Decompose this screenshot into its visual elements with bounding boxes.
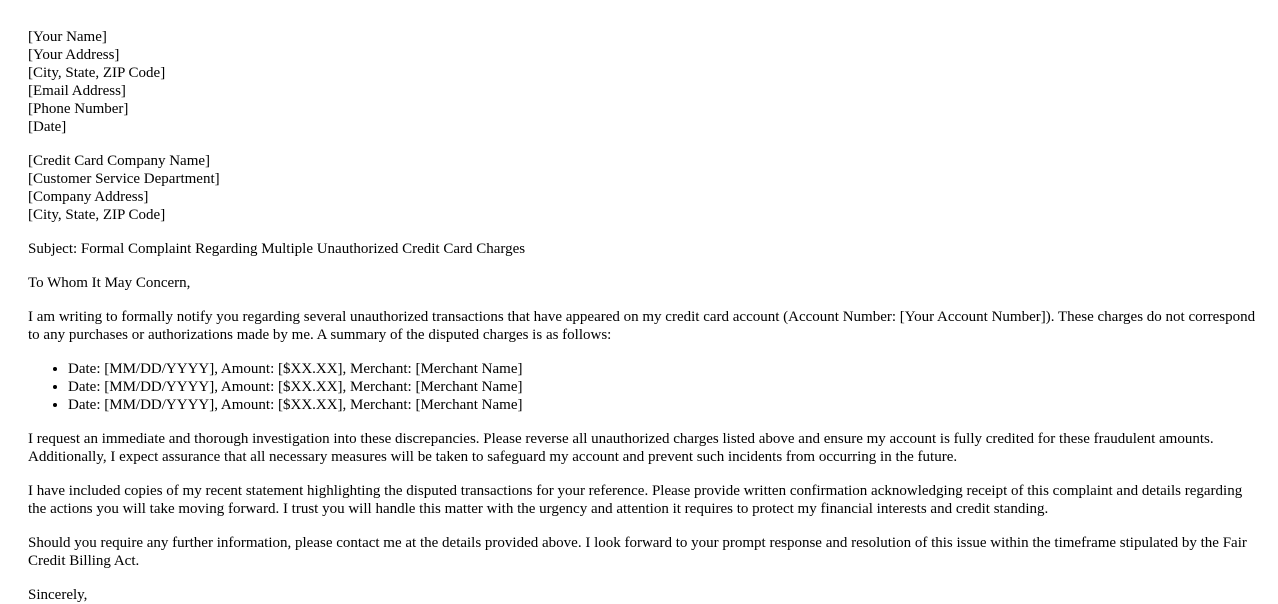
recipient-company-address: [Company Address]: [28, 189, 149, 205]
recipient-department: [Customer Service Department]: [28, 171, 220, 187]
sender-address: [Your Address]: [28, 47, 120, 63]
request-paragraph: I request an immediate and thorough investigation into these discrepancies. Please reverse all unauthorized charges listed above and ensure my account is fully credited for these fraudulent amounts. Additionally, I expect assurance that all necessary measures will be taken to safeguard my account and prevent such incidents from occurring in the future.: [28, 431, 1214, 465]
closing-paragraph: Should you require any further information, please contact me at the details provided above. I look forward to your prompt response and resolution of this issue within the timeframe stipulated by the Fair Credit Billing Act.: [28, 535, 1247, 569]
sender-phone: [Phone Number]: [28, 101, 129, 117]
sender-city-state-zip: [City, State, ZIP Code]: [28, 65, 166, 81]
disputed-charges-list: [28, 360, 1258, 414]
sender-address-block: [28, 28, 1258, 136]
subject-line: Subject: Formal Complaint Regarding Multiple Unauthorized Credit Card Charges: [28, 241, 526, 257]
letter-date: [Date]: [28, 119, 67, 135]
sender-email: [Email Address]: [28, 83, 126, 99]
list-item: • Date: [MM/DD/YYYY], Amount: [$XX.XX], Merchant: [Merchant Name]: [68, 360, 1258, 378]
list-item: • Date: [MM/DD/YYYY], Amount: [$XX.XX], Merchant: [Merchant Name]: [68, 396, 1258, 414]
recipient-address-block: [28, 152, 1258, 224]
sender-name: [Your Name]: [28, 29, 107, 45]
intro-paragraph: I am writing to formally notify you regarding several unauthorized transactions that have appeared on my credit card account (Account Number: [Your Account Number]). These charges do not correspond to any purchases or authorizations made by me. A summary of the disputed charges is as follows:: [28, 309, 1256, 343]
signoff: Sincerely,: [28, 587, 88, 603]
recipient-city-state-zip: [City, State, ZIP Code]: [28, 207, 166, 223]
recipient-company-name: [Credit Card Company Name]: [28, 153, 211, 169]
enclosure-paragraph: I have included copies of my recent statement highlighting the disputed transactions for your reference. Please provide written confirmation acknowledging receipt of this complaint and details regarding the actions you will take moving forward. I trust you will handle this matter with the urgency and attention it requires to protect my financial interests and credit standing.: [28, 483, 1243, 517]
list-item: • Date: [MM/DD/YYYY], Amount: [$XX.XX], Merchant: [Merchant Name]: [68, 378, 1258, 396]
salutation: To Whom It May Concern,: [28, 275, 191, 291]
